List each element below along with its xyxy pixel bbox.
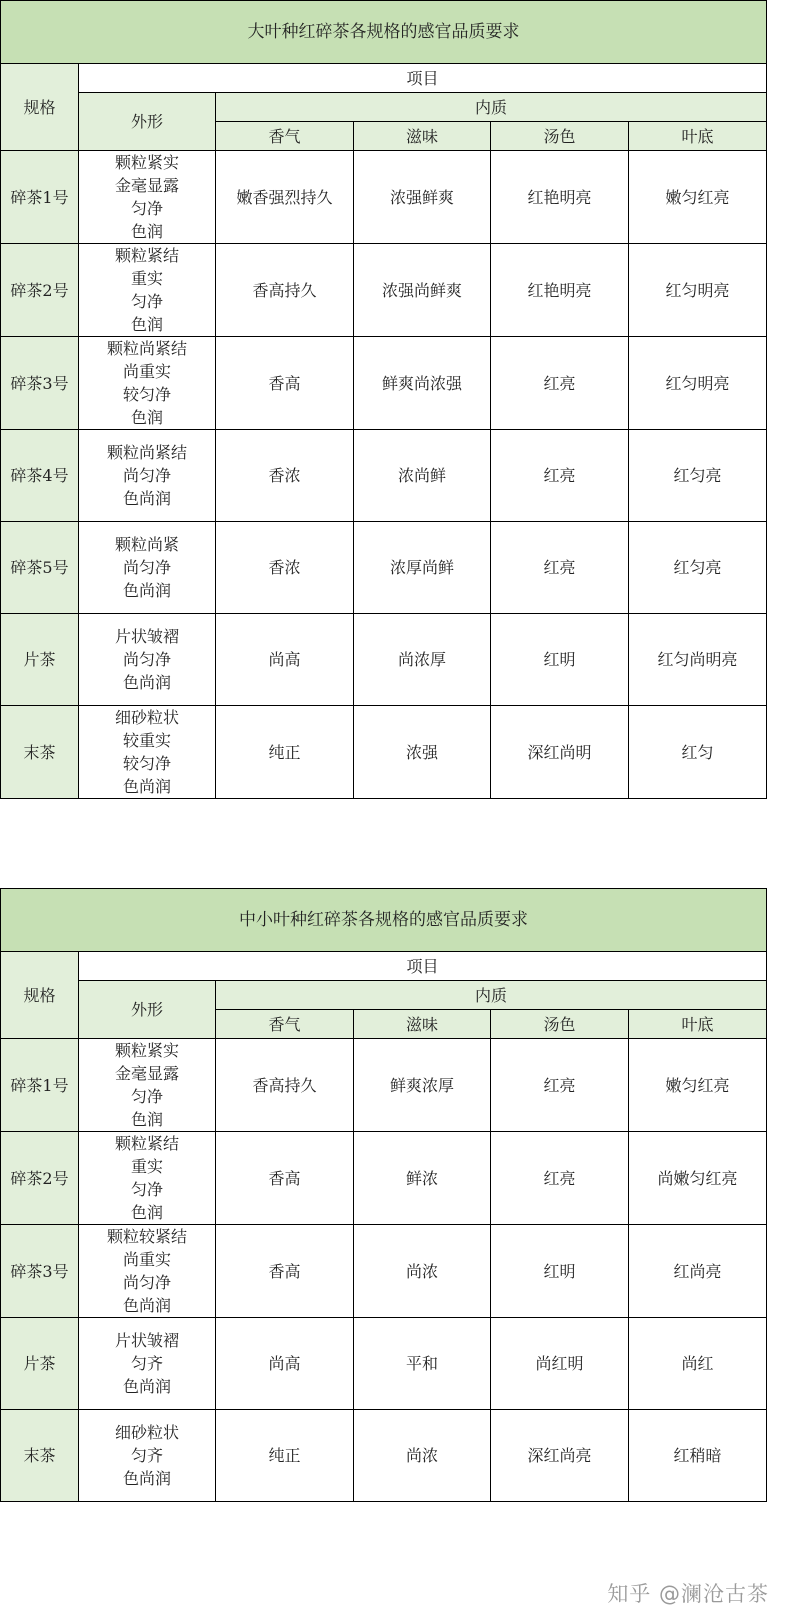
table-row [1,244,767,337]
appearance-line: 细砂粒状 [114,708,179,727]
appearance-cell [79,522,216,614]
liquor-color-header: 汤色 [491,122,629,151]
appearance-line: 色润 [130,222,163,241]
leaf-base-header: 叶底 [629,122,767,151]
appearance-cell [79,1318,216,1410]
table-title: 大叶种红碎茶各规格的感官品质要求 [1,1,767,64]
appearance-line: 色润 [130,315,163,334]
leaf-base-cell: 红匀 [629,706,767,799]
appearance-cell [79,151,216,244]
leaf-base-cell: 红匀明亮 [629,337,767,430]
appearance-line: 色尚润 [122,777,171,796]
liquor-color-cell: 红艳明亮 [491,244,629,337]
large-leaf-table [0,0,767,799]
appearance-line: 色尚润 [122,581,171,600]
taste-cell: 浓强鲜爽 [354,151,491,244]
spec-cell: 碎茶2号 [1,1132,79,1225]
watermark: 知乎 @澜沧古茶 [607,1582,769,1606]
table-row [1,614,767,706]
leaf-base-cell: 红尚亮 [629,1225,767,1318]
appearance-line: 尚匀净 [122,466,171,485]
liquor-color-cell: 红亮 [491,1132,629,1225]
appearance-line: 较重实 [122,731,171,750]
appearance-cell [79,430,216,522]
table-row [1,337,767,430]
liquor-color-cell: 红艳明亮 [491,151,629,244]
leaf-base-cell: 尚红 [629,1318,767,1410]
aroma-cell: 尚高 [216,614,354,706]
liquor-color-cell: 深红尚亮 [491,1410,629,1502]
liquor-color-cell: 尚红明 [491,1318,629,1410]
taste-cell: 浓强 [354,706,491,799]
appearance-line: 色尚润 [122,673,171,692]
appearance-line: 较匀净 [122,754,171,773]
aroma-cell: 香浓 [216,430,354,522]
leaf-base-cell: 红匀明亮 [629,244,767,337]
leaf-base-cell: 嫩匀红亮 [629,1039,767,1132]
appearance-line: 匀齐 [130,1354,163,1373]
taste-cell: 鲜爽尚浓强 [354,337,491,430]
table-row [1,1225,767,1318]
taste-cell: 鲜爽浓厚 [354,1039,491,1132]
table-title: 中小叶种红碎茶各规格的感官品质要求 [1,889,767,952]
spec-cell: 片茶 [1,1318,79,1410]
appearance-line: 重实 [130,1157,163,1176]
spec-cell: 碎茶4号 [1,430,79,522]
table-row [1,522,767,614]
appearance-line: 片状皱褶 [114,1331,179,1350]
aroma-cell: 香高持久 [216,1039,354,1132]
spec-cell: 末茶 [1,706,79,799]
appearance-cell [79,337,216,430]
appearance-line: 色尚润 [122,1377,171,1396]
appearance-cell [79,706,216,799]
liquor-color-header: 汤色 [491,1010,629,1039]
leaf-base-header: 叶底 [629,1010,767,1039]
taste-header: 滋味 [354,1010,491,1039]
aroma-cell: 嫩香强烈持久 [216,151,354,244]
appearance-line: 匀净 [130,199,163,218]
appearance-line: 匀净 [130,1180,163,1199]
table-row [1,1318,767,1410]
taste-cell: 平和 [354,1318,491,1410]
appearance-line: 匀净 [130,292,163,311]
appearance-header: 外形 [79,93,216,151]
spec-cell: 片茶 [1,614,79,706]
appearance-line: 颗粒紧实 [114,153,179,172]
appearance-cell [79,1039,216,1132]
aroma-cell: 香高 [216,1132,354,1225]
inner-quality-header: 内质 [216,93,767,122]
appearance-line: 色尚润 [122,1469,171,1488]
leaf-base-cell: 红稍暗 [629,1410,767,1502]
aroma-cell: 纯正 [216,706,354,799]
appearance-line: 尚匀净 [122,650,171,669]
table-body [1,1,767,799]
appearance-line: 颗粒较紧结 [106,1227,187,1246]
table-body [1,889,767,1502]
aroma-cell: 香高持久 [216,244,354,337]
appearance-line: 尚重实 [122,362,171,381]
leaf-base-cell: 嫩匀红亮 [629,151,767,244]
liquor-color-cell: 红亮 [491,1039,629,1132]
table-row [1,706,767,799]
appearance-line: 色润 [130,1203,163,1222]
aroma-header: 香气 [216,122,354,151]
taste-cell: 浓强尚鲜爽 [354,244,491,337]
appearance-line: 片状皱褶 [114,627,179,646]
taste-header: 滋味 [354,122,491,151]
appearance-cell [79,1410,216,1502]
appearance-line: 细砂粒状 [114,1423,179,1442]
spec-cell: 碎茶3号 [1,337,79,430]
appearance-line: 色尚润 [122,489,171,508]
spec-cell: 碎茶1号 [1,1039,79,1132]
appearance-line: 颗粒紧结 [114,1134,179,1153]
aroma-cell: 尚高 [216,1318,354,1410]
appearance-cell [79,244,216,337]
aroma-cell: 香高 [216,337,354,430]
small-leaf-table [0,888,767,1502]
table-row [1,1132,767,1225]
appearance-line: 重实 [130,269,163,288]
taste-cell: 尚浓 [354,1225,491,1318]
appearance-line: 匀净 [130,1087,163,1106]
appearance-line: 色润 [130,1110,163,1129]
liquor-color-cell: 红亮 [491,522,629,614]
aroma-header: 香气 [216,1010,354,1039]
leaf-base-cell: 红匀亮 [629,522,767,614]
spec-header: 规格 [1,64,79,151]
appearance-line: 色润 [130,408,163,427]
taste-cell: 尚浓 [354,1410,491,1502]
table-row [1,151,767,244]
appearance-cell [79,614,216,706]
spec-header: 规格 [1,952,79,1039]
table-row [1,1039,767,1132]
spec-cell: 碎茶2号 [1,244,79,337]
appearance-line: 较匀净 [122,385,171,404]
appearance-line: 尚匀净 [122,1273,171,1292]
appearance-line: 颗粒紧结 [114,246,179,265]
taste-cell: 浓尚鲜 [354,430,491,522]
leaf-base-cell: 红匀尚明亮 [629,614,767,706]
appearance-header: 外形 [79,981,216,1039]
aroma-cell: 香高 [216,1225,354,1318]
appearance-cell [79,1225,216,1318]
liquor-color-cell: 红明 [491,1225,629,1318]
spec-cell: 末茶 [1,1410,79,1502]
appearance-line: 匀齐 [130,1446,163,1465]
taste-cell: 鲜浓 [354,1132,491,1225]
liquor-color-cell: 红亮 [491,337,629,430]
appearance-line: 颗粒紧实 [114,1041,179,1060]
appearance-line: 色尚润 [122,1296,171,1315]
aroma-cell: 纯正 [216,1410,354,1502]
leaf-base-cell: 红匀亮 [629,430,767,522]
liquor-color-cell: 红明 [491,614,629,706]
appearance-line: 颗粒尚紧结 [106,339,187,358]
appearance-line: 颗粒尚紧 [114,535,179,554]
spec-cell: 碎茶5号 [1,522,79,614]
appearance-cell [79,1132,216,1225]
liquor-color-cell: 红亮 [491,430,629,522]
appearance-line: 尚重实 [122,1250,171,1269]
appearance-line: 金毫显露 [114,1064,179,1083]
inner-quality-header: 内质 [216,981,767,1010]
appearance-line: 尚匀净 [122,558,171,577]
appearance-line: 金毫显露 [114,176,179,195]
taste-cell: 尚浓厚 [354,614,491,706]
taste-cell: 浓厚尚鲜 [354,522,491,614]
table-row [1,430,767,522]
spec-cell: 碎茶1号 [1,151,79,244]
item-header: 项目 [79,952,767,981]
spec-cell: 碎茶3号 [1,1225,79,1318]
leaf-base-cell: 尚嫩匀红亮 [629,1132,767,1225]
table-row [1,1410,767,1502]
liquor-color-cell: 深红尚明 [491,706,629,799]
aroma-cell: 香浓 [216,522,354,614]
item-header: 项目 [79,64,767,93]
appearance-line: 颗粒尚紧结 [106,443,187,462]
